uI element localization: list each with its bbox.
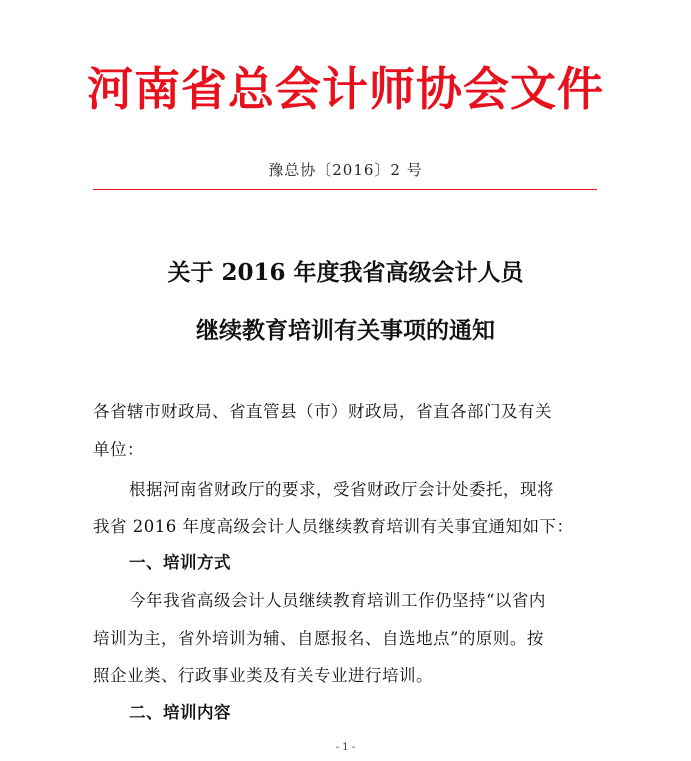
page-number: - 1 - xyxy=(335,742,356,753)
section-1-heading: 一、培训方式 xyxy=(129,553,231,572)
addressee-line-1: 各省辖市财政局、省直管县（市）财政局，省直各部门及有关 xyxy=(93,402,552,421)
notice-title-line-2: 继续教育培训有关事项的通知 xyxy=(196,317,495,344)
org-header-title: 河南省总会计师协会文件 xyxy=(87,62,604,116)
notice-title-line-1: 关于 2016 年度我省高级会计人员 xyxy=(167,259,524,286)
addressee-line-2: 单位： xyxy=(93,440,144,459)
document-number: 豫总协〔2016〕2 号 xyxy=(268,161,423,179)
intro-paragraph-line-2: 我省 2016 年度高级会计人员继续教育培训有关事宜通知如下： xyxy=(93,517,574,536)
intro-paragraph-line-1: 根据河南省财政厅的要求，受省财政厅会计处委托，现将 xyxy=(129,480,554,499)
section-2-heading: 二、培训内容 xyxy=(129,703,231,722)
header-red-divider xyxy=(93,189,597,190)
section-1-line-3: 照企业类、行政事业类及有关专业进行培训。 xyxy=(93,666,433,685)
section-1-line-1: 今年我省高级会计人员继续教育培训工作仍坚持“以省内 xyxy=(129,591,546,610)
section-1-line-2: 培训为主，省外培训为辅、自愿报名、自选地点”的原则。按 xyxy=(93,629,544,648)
